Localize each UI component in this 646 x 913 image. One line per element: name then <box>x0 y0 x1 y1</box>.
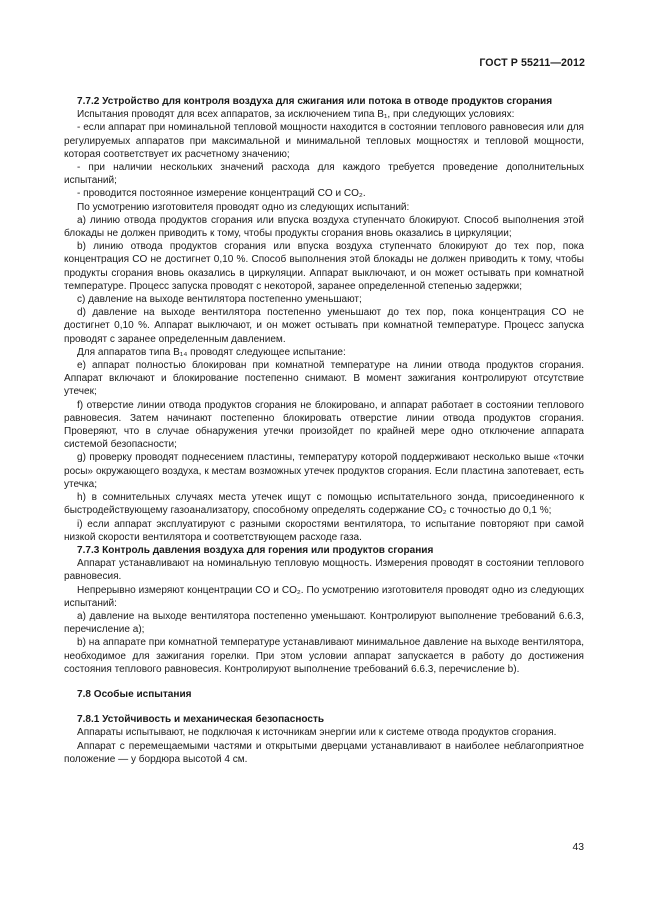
list-item: b) на аппарате при комнатной температуре устанавливают минимальное давление на выходе вентилятора, необходимое для зажигания горелки. При этом условии аппарат запускается в работу до достижения состояния теплового равновесия. Контролируют выполнение требований 6.6.3, перечисление b). <box>64 637 584 675</box>
list-item: f) отверстие линии отвода продуктов сгорания не блокировано, и аппарат работает в состоянии теплового равновесия. Затем начинают постепенно блокировать отверстие линии отвода продуктов сгорания. Проверяют, что в случае обнаружения утечки произойдет по крайней мере одно отключение аппарата системой безопасности; <box>64 399 584 451</box>
list-item: c) давление на выходе вентилятора постепенно уменьшают; <box>77 294 362 306</box>
section-heading-7-7-3: 7.7.3 Контроль давления воздуха для горения или продуктов сгорания <box>77 544 434 556</box>
paragraph: Аппараты испытывают, не подключая к источникам энергии или к системе отвода продуктов сгорания. <box>77 727 557 739</box>
document-body <box>64 95 584 766</box>
list-item: b) линию отвода продуктов сгорания или впуска воздуха ступенчато блокируют до тех пор, пока концентрация CO не достигнет 0,10 %. Способ выполнения этой блокады не должен приводить к тому, чтобы продукты сгорания вновь оказались в циркуляции. Аппарат выключают, и он может остывать при комнатной температуре. Процесс запуска проводят с некоторой, заранее определенной степенью задержки; <box>64 241 584 292</box>
list-item: a) линию отвода продуктов сгорания или впуска воздуха ступенчато блокируют. Способ выполнения этой блокады не должен приводить к тому, чтобы продукты сгорания вновь оказались в циркуляции; <box>64 214 584 240</box>
page-number: 43 <box>572 842 584 853</box>
list-item: d) давление на выходе вентилятора постепенно уменьшают до тех пор, пока концентрация CO не достигнет 0,10 %. Аппарат выключают, и он может остывать при комнатной температуре. Процесс запуска проводят с заранее определенным давлением. <box>64 307 584 345</box>
list-item: a) давление на выходе вентилятора постепенно уменьшают. Контролируют выполнение требований 6.6.3, перечисление a); <box>64 610 584 636</box>
paragraph: Аппарат с перемещаемыми частями и открытыми дверцами устанавливают в наиболее неблагоприятное положение — у бордюра высотой 4 см. <box>64 740 584 765</box>
paragraph: Аппарат устанавливают на номинальную тепловую мощность. Измерения проводят в состоянии теплового равновесия. <box>64 558 584 583</box>
list-item: e) аппарат полностью блокирован при комнатной температуре на линии отвода продуктов сгорания. Аппарат включают и блокирование постепенно снимают. В момент зажигания контролируют отсутствие утечек; <box>64 360 584 398</box>
list-item: - при наличии нескольких значений расхода для каждого требуется проведение дополнительных испытаний; <box>64 162 584 187</box>
list-item: g) проверку проводят поднесением пластины, температуру которой поддерживают несколько выше «точки росы» окружающего воздуха, к местам возможных утечек продуктов сгорания. Если пластина запотевает, есть утечка; <box>64 452 584 490</box>
list-item: - если аппарат при номинальной тепловой мощности находится в состоянии теплового равновесия или для регулируемых аппаратов при максимальной и минимальной тепловых мощностях и тепловой мощности, которая соответствует их расчетному значению; <box>64 122 584 160</box>
section-heading-7-7-2: 7.7.2 Устройство для контроля воздуха для сжигания или потока в отводе продуктов сгорания <box>77 96 553 107</box>
section-heading-7-8: 7.8 Особые испытания <box>77 688 192 700</box>
paragraph: Для аппаратов типа B₁₄ проводят следующее испытание: <box>77 346 346 358</box>
standard-designation: ГОСТ Р 55211—2012 <box>479 57 585 69</box>
list-item: - проводится постоянное измерение концентраций CO и CO₂. <box>77 188 366 200</box>
paragraph: Непрерывно измеряют концентрации CO и CO₂. По усмотрению изготовителя проводят одно из следующих испытаний: <box>64 584 584 609</box>
list-item: i) если аппарат эксплуатируют с разными скоростями вентилятора, то испытание повторяют при самой низкой скорости вентилятора и соответствующем расходе газа. <box>64 518 584 543</box>
paragraph: Испытания проводят для всех аппаратов, за исключением типа B₁, при следующих условиях: <box>77 109 515 121</box>
section-heading-7-8-1: 7.8.1 Устойчивость и механическая безопасность <box>77 714 325 726</box>
list-item: h) в сомнительных случаях места утечек ищут с помощью испытательного зонда, присоединенного к быстродействующему газоанализатору, способному определять содержание CO₂ с точностью до 0,1 %; <box>64 492 584 517</box>
paragraph: По усмотрению изготовителя проводят одно из следующих испытаний: <box>77 201 410 213</box>
